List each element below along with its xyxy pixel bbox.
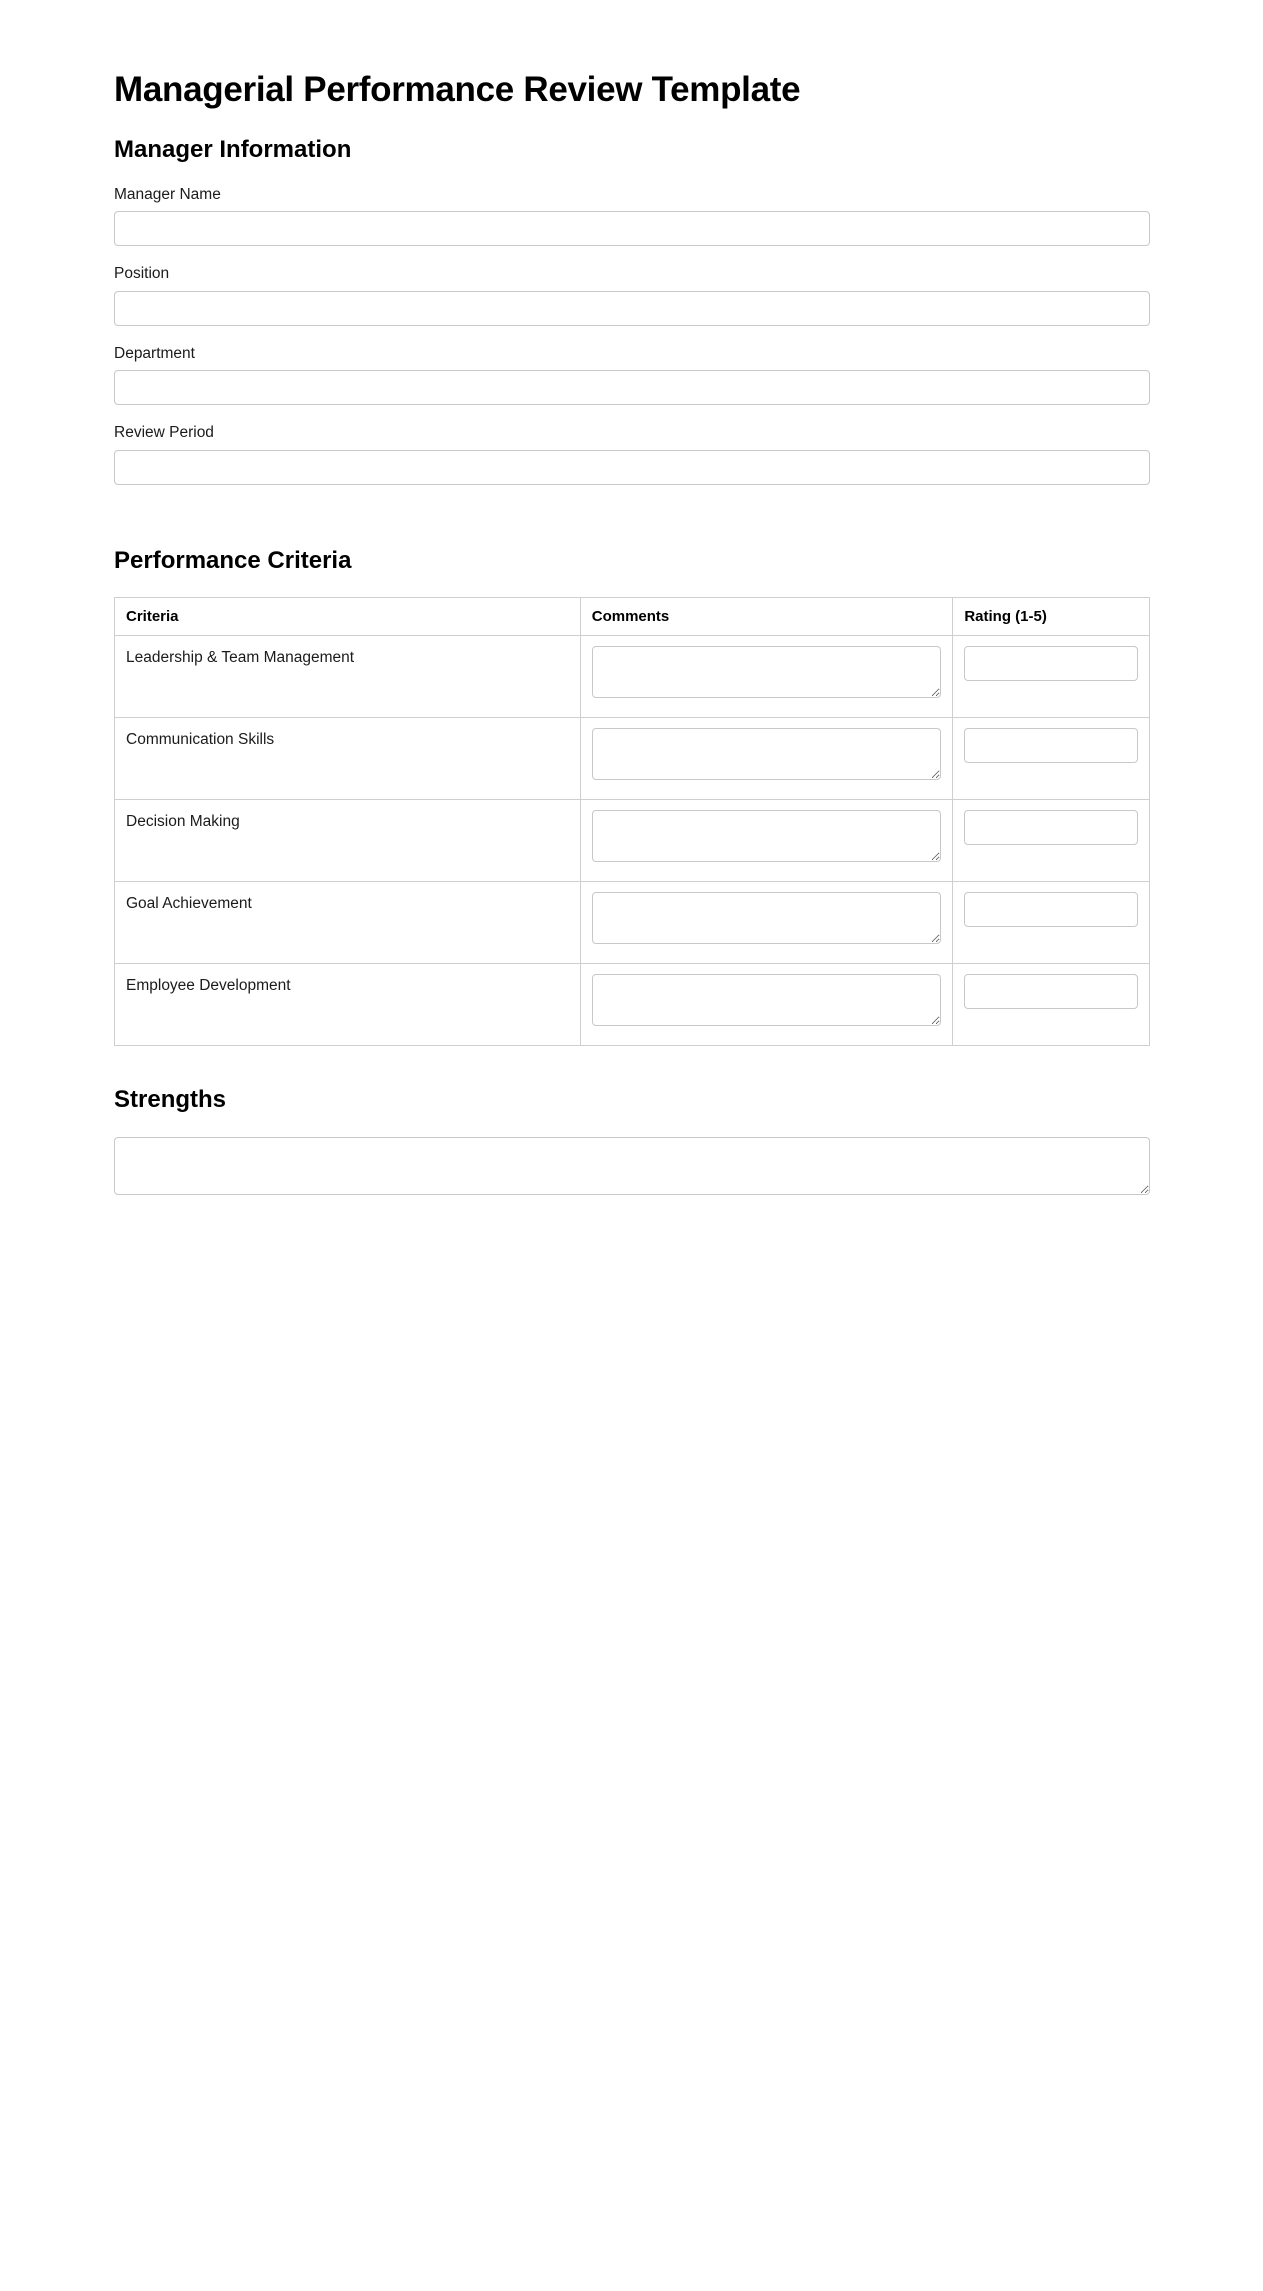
- department-input[interactable]: [114, 370, 1150, 405]
- column-header-rating: Rating (1-5): [953, 598, 1150, 636]
- rating-cell: [953, 882, 1150, 964]
- table-head: [115, 598, 1150, 636]
- criteria-cell: [115, 964, 581, 1046]
- field-manager-name: [114, 185, 1150, 246]
- manager-information-section: [114, 136, 1150, 484]
- criteria-label: Communication Skills: [126, 731, 275, 749]
- department-label: Department: [114, 344, 195, 362]
- comments-textarea-goal-achievement[interactable]: [592, 892, 942, 944]
- table-row: [115, 882, 1150, 964]
- performance-criteria-heading: Performance Criteria: [114, 546, 352, 574]
- criteria-label: Goal Achievement: [126, 895, 252, 913]
- table-row: [115, 800, 1150, 882]
- table-header-row: [115, 598, 1150, 636]
- performance-criteria-table: [114, 597, 1150, 1046]
- rating-cell: [953, 718, 1150, 800]
- rating-input-decision-making[interactable]: [964, 810, 1138, 845]
- rating-input-employee-development[interactable]: [964, 974, 1138, 1009]
- rating-input-goal-achievement[interactable]: [964, 892, 1138, 927]
- review-period-label: Review Period: [114, 424, 214, 442]
- rating-cell: [953, 636, 1150, 718]
- column-header-criteria: Criteria: [115, 598, 581, 636]
- section-spacer: [114, 503, 1150, 547]
- rating-input-communication[interactable]: [964, 728, 1138, 763]
- manager-name-label: Manager Name: [114, 186, 221, 204]
- comments-cell: [580, 964, 953, 1046]
- comments-cell: [580, 718, 953, 800]
- manager-name-input[interactable]: [114, 211, 1150, 246]
- table-body: [115, 636, 1150, 1046]
- page-title: Managerial Performance Review Template: [114, 70, 801, 109]
- manager-information-heading: Manager Information: [114, 136, 352, 164]
- criteria-label: Leadership & Team Management: [126, 649, 355, 667]
- field-position: [114, 264, 1150, 325]
- comments-textarea-employee-development[interactable]: [592, 974, 942, 1026]
- position-label: Position: [114, 265, 170, 283]
- field-review-period: [114, 423, 1150, 484]
- criteria-label: Decision Making: [126, 813, 240, 831]
- rating-cell: [953, 800, 1150, 882]
- rating-input-leadership[interactable]: [964, 646, 1138, 681]
- table-row: [115, 636, 1150, 718]
- comments-textarea-leadership[interactable]: [592, 646, 942, 698]
- comments-cell: [580, 800, 953, 882]
- strengths-textarea[interactable]: [114, 1137, 1150, 1195]
- criteria-cell: [115, 718, 581, 800]
- comments-textarea-decision-making[interactable]: [592, 810, 942, 862]
- comments-cell: [580, 882, 953, 964]
- performance-criteria-section: [114, 547, 1150, 1047]
- rating-cell: [953, 964, 1150, 1046]
- strengths-heading: Strengths: [114, 1086, 227, 1114]
- field-department: [114, 344, 1150, 405]
- criteria-cell: [115, 636, 581, 718]
- review-period-input[interactable]: [114, 450, 1150, 485]
- table-row: [115, 718, 1150, 800]
- strengths-section: [114, 1086, 1150, 1195]
- column-header-comments: Comments: [580, 598, 953, 636]
- comments-textarea-communication[interactable]: [592, 728, 942, 780]
- table-row: [115, 964, 1150, 1046]
- criteria-cell: [115, 882, 581, 964]
- criteria-cell: [115, 800, 581, 882]
- position-input[interactable]: [114, 291, 1150, 326]
- criteria-label: Employee Development: [126, 977, 291, 995]
- comments-cell: [580, 636, 953, 718]
